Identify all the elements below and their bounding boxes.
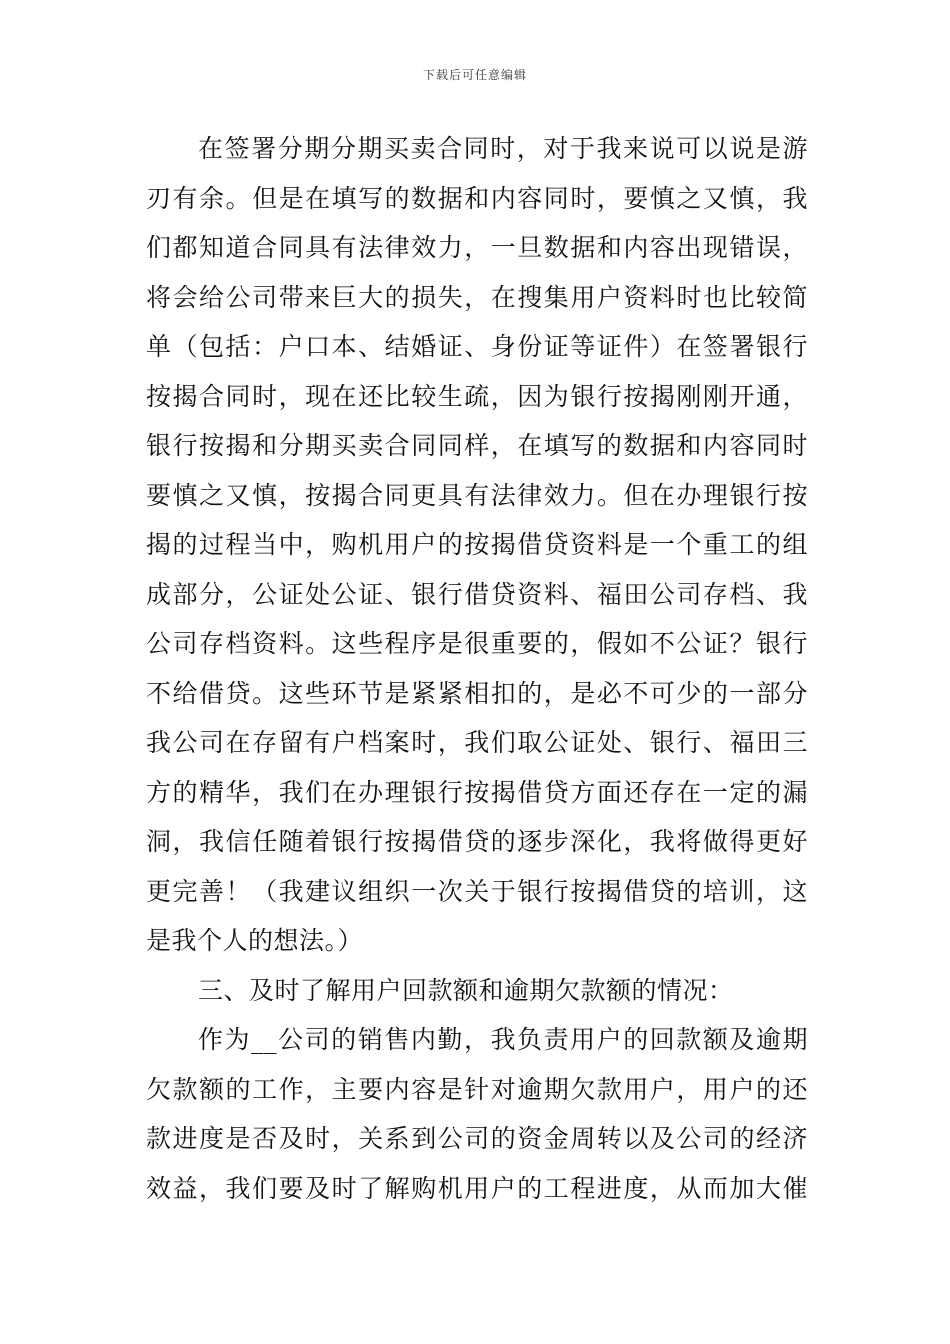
page-header: 下载后可任意编辑 (422, 68, 527, 82)
paragraph-line: 方的精华，我们在办理银行按揭借贷方面还存在一定的漏 (146, 777, 808, 807)
paragraph-line: 单（包括：户口本、结婚证、身份证等证件）在签署银行 (146, 332, 808, 361)
paragraph-line: 成部分，公证处公证、银行借贷资料、福田公司存档、我 (146, 579, 808, 609)
paragraph-line: 洞，我信任随着银行按揭借贷的逐步深化，我将做得更好 (146, 827, 808, 856)
paragraph-line: 银行按揭和分期买卖合同同样，在填写的数据和内容同时 (146, 431, 808, 460)
paragraph-line: 将会给公司带来巨大的损失，在搜集用户资料时也比较简 (146, 282, 808, 312)
paragraph-line: 公司存档资料。这些程序是很重要的，假如不公证？银行 (146, 629, 808, 658)
paragraph-line: 不给借贷。这些环节是紧紧相扣的，是必不可少的一部分 (146, 678, 808, 708)
paragraph-line: 作为__公司的销售内勤，我负责用户的回款额及逾期 (198, 1025, 808, 1054)
document-body (146, 124, 808, 1213)
section-heading: 三、及时了解用户回款额和逾期欠款额的情况： (198, 975, 734, 1005)
paragraph-line: 刃有余。但是在填写的数据和内容同时，要慎之又慎，我 (146, 183, 808, 213)
paragraph-line: 更完善！（我建议组织一次关于银行按揭借贷的培训，这 (146, 876, 808, 906)
paragraph-line: 按揭合同时，现在还比较生疏，因为银行按揭刚刚开通， (146, 381, 808, 411)
paragraph-line: 们都知道合同具有法律效力，一旦数据和内容出现错误， (146, 233, 808, 262)
paragraph-line: 款进度是否及时，关系到公司的资金周转以及公司的经济 (146, 1124, 808, 1153)
paragraph-line: 在签署分期分期买卖合同时，对于我来说可以说是游 (198, 134, 808, 163)
paragraph-line: 揭的过程当中，购机用户的按揭借贷资料是一个重工的组 (146, 530, 808, 559)
paragraph-line: 我公司在存留有户档案时，我们取公证处、银行、福田三 (146, 728, 808, 757)
paragraph-line: 效益，我们要及时了解购机用户的工程进度，从而加大催 (146, 1173, 808, 1203)
paragraph-line: 要慎之又慎，按揭合同更具有法律效力。但在办理银行按 (146, 480, 808, 510)
paragraph-line: 欠款额的工作，主要内容是针对逾期欠款用户，用户的还 (146, 1074, 808, 1104)
paragraph-line: 是我个人的想法。） (146, 926, 364, 955)
